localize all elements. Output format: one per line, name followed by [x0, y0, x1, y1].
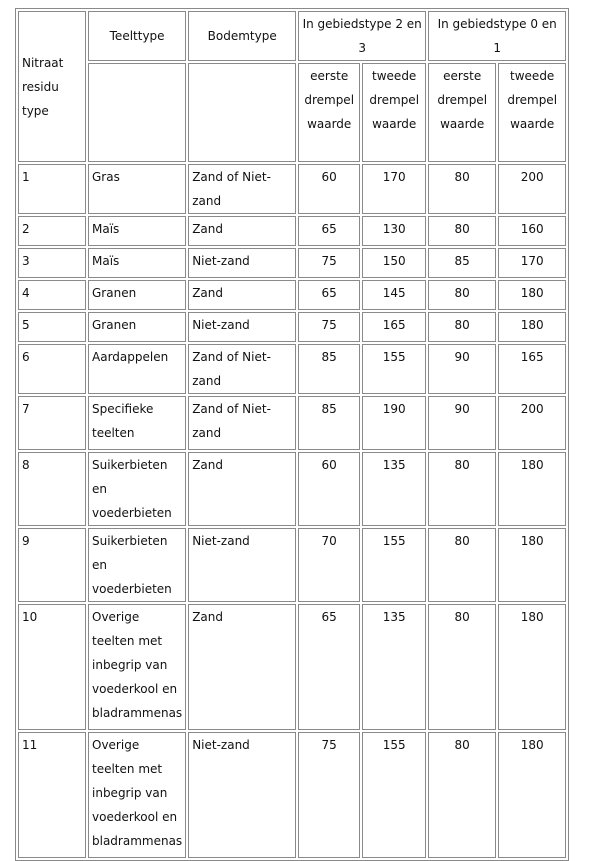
cell-type: 1 [18, 164, 86, 214]
cell-bodemtype: Niet-zand [188, 312, 296, 342]
cell-teelttype: Overige teelten met inbegrip van voederkool en bladrammenas [88, 732, 186, 858]
cell-type: 8 [18, 452, 86, 526]
table-row [18, 732, 566, 858]
cell-type: 9 [18, 528, 86, 602]
cell-b-second: 160 [498, 216, 566, 246]
cell-bodemtype: Niet-zand [188, 248, 296, 278]
header-teelttype-empty [88, 63, 186, 162]
table-row [18, 452, 566, 526]
table-wrapper [15, 8, 569, 861]
header-a-first-threshold: eerste drempel waarde [298, 63, 360, 162]
table-row [18, 164, 566, 214]
cell-b-second: 180 [498, 452, 566, 526]
cell-a-first: 70 [298, 528, 360, 602]
cell-teelttype: Suikerbieten en voederbieten [88, 528, 186, 602]
cell-b-second: 180 [498, 732, 566, 858]
cell-a-first: 75 [298, 732, 360, 858]
cell-b-first: 80 [428, 604, 496, 730]
cell-bodemtype: Zand [188, 452, 296, 526]
cell-type: 3 [18, 248, 86, 278]
cell-bodemtype: Niet-zand [188, 732, 296, 858]
cell-a-second: 155 [362, 528, 426, 602]
cell-teelttype: Suikerbieten en voederbieten [88, 452, 186, 526]
cell-bodemtype: Zand of Niet-zand [188, 396, 296, 450]
cell-b-first: 80 [428, 312, 496, 342]
cell-b-second: 170 [498, 248, 566, 278]
cell-a-first: 60 [298, 452, 360, 526]
cell-teelttype: Granen [88, 312, 186, 342]
cell-b-first: 80 [428, 732, 496, 858]
cell-b-first: 80 [428, 452, 496, 526]
cell-b-second: 200 [498, 164, 566, 214]
cell-teelttype: Specifieke teelten [88, 396, 186, 450]
table-row [18, 312, 566, 342]
cell-a-first: 85 [298, 396, 360, 450]
cell-bodemtype: Niet-zand [188, 528, 296, 602]
cell-b-second: 180 [498, 280, 566, 310]
cell-type: 4 [18, 280, 86, 310]
cell-a-second: 170 [362, 164, 426, 214]
cell-a-second: 155 [362, 732, 426, 858]
cell-b-first: 80 [428, 528, 496, 602]
cell-a-second: 190 [362, 396, 426, 450]
cell-a-second: 150 [362, 248, 426, 278]
cell-b-second: 180 [498, 528, 566, 602]
header-row-top [18, 11, 566, 61]
header-bodemtype: Bodemtype [188, 11, 296, 61]
cell-b-second: 165 [498, 344, 566, 394]
cell-a-first: 65 [298, 280, 360, 310]
cell-type: 11 [18, 732, 86, 858]
cell-a-second: 145 [362, 280, 426, 310]
cell-a-second: 165 [362, 312, 426, 342]
cell-a-first: 60 [298, 164, 360, 214]
cell-a-second: 155 [362, 344, 426, 394]
cell-teelttype: Maïs [88, 216, 186, 246]
cell-bodemtype: Zand [188, 604, 296, 730]
cell-b-second: 200 [498, 396, 566, 450]
table-row [18, 528, 566, 602]
header-a-second-threshold: tweede drempel waarde [362, 63, 426, 162]
table-row [18, 344, 566, 394]
cell-b-first: 80 [428, 216, 496, 246]
cell-a-first: 75 [298, 248, 360, 278]
cell-type: 2 [18, 216, 86, 246]
table-row [18, 396, 566, 450]
table-row [18, 248, 566, 278]
table-row [18, 216, 566, 246]
cell-teelttype: Gras [88, 164, 186, 214]
header-teelttype: Teelttype [88, 11, 186, 61]
cell-teelttype: Overige teelten met inbegrip van voederkool en bladrammenas [88, 604, 186, 730]
cell-teelttype: Aardappelen [88, 344, 186, 394]
cell-b-first: 80 [428, 280, 496, 310]
cell-teelttype: Granen [88, 280, 186, 310]
cell-a-first: 65 [298, 604, 360, 730]
cell-bodemtype: Zand [188, 216, 296, 246]
cell-bodemtype: Zand of Niet-zand [188, 164, 296, 214]
header-gebiedstype-2-3: In gebiedstype 2 en 3 [298, 11, 426, 61]
header-row-sub [18, 63, 566, 162]
cell-type: 6 [18, 344, 86, 394]
header-gebiedstype-0-1: In gebiedstype 0 en 1 [428, 11, 566, 61]
cell-b-first: 85 [428, 248, 496, 278]
nitrate-residue-table [15, 8, 569, 861]
table-row [18, 280, 566, 310]
header-bodemtype-empty [188, 63, 296, 162]
cell-type: 7 [18, 396, 86, 450]
cell-a-first: 85 [298, 344, 360, 394]
cell-b-first: 90 [428, 344, 496, 394]
cell-teelttype: Maïs [88, 248, 186, 278]
cell-b-first: 80 [428, 164, 496, 214]
header-nitraat-residu-type: Nitraat residu type [18, 11, 86, 162]
cell-a-second: 130 [362, 216, 426, 246]
cell-b-second: 180 [498, 604, 566, 730]
cell-a-second: 135 [362, 604, 426, 730]
cell-a-first: 65 [298, 216, 360, 246]
cell-bodemtype: Zand of Niet-zand [188, 344, 296, 394]
cell-type: 10 [18, 604, 86, 730]
cell-a-first: 75 [298, 312, 360, 342]
cell-a-second: 135 [362, 452, 426, 526]
cell-b-second: 180 [498, 312, 566, 342]
cell-type: 5 [18, 312, 86, 342]
cell-b-first: 90 [428, 396, 496, 450]
header-b-second-threshold: tweede drempel waarde [498, 63, 566, 162]
cell-bodemtype: Zand [188, 280, 296, 310]
table-row [18, 604, 566, 730]
header-b-first-threshold: eerste drempel waarde [428, 63, 496, 162]
